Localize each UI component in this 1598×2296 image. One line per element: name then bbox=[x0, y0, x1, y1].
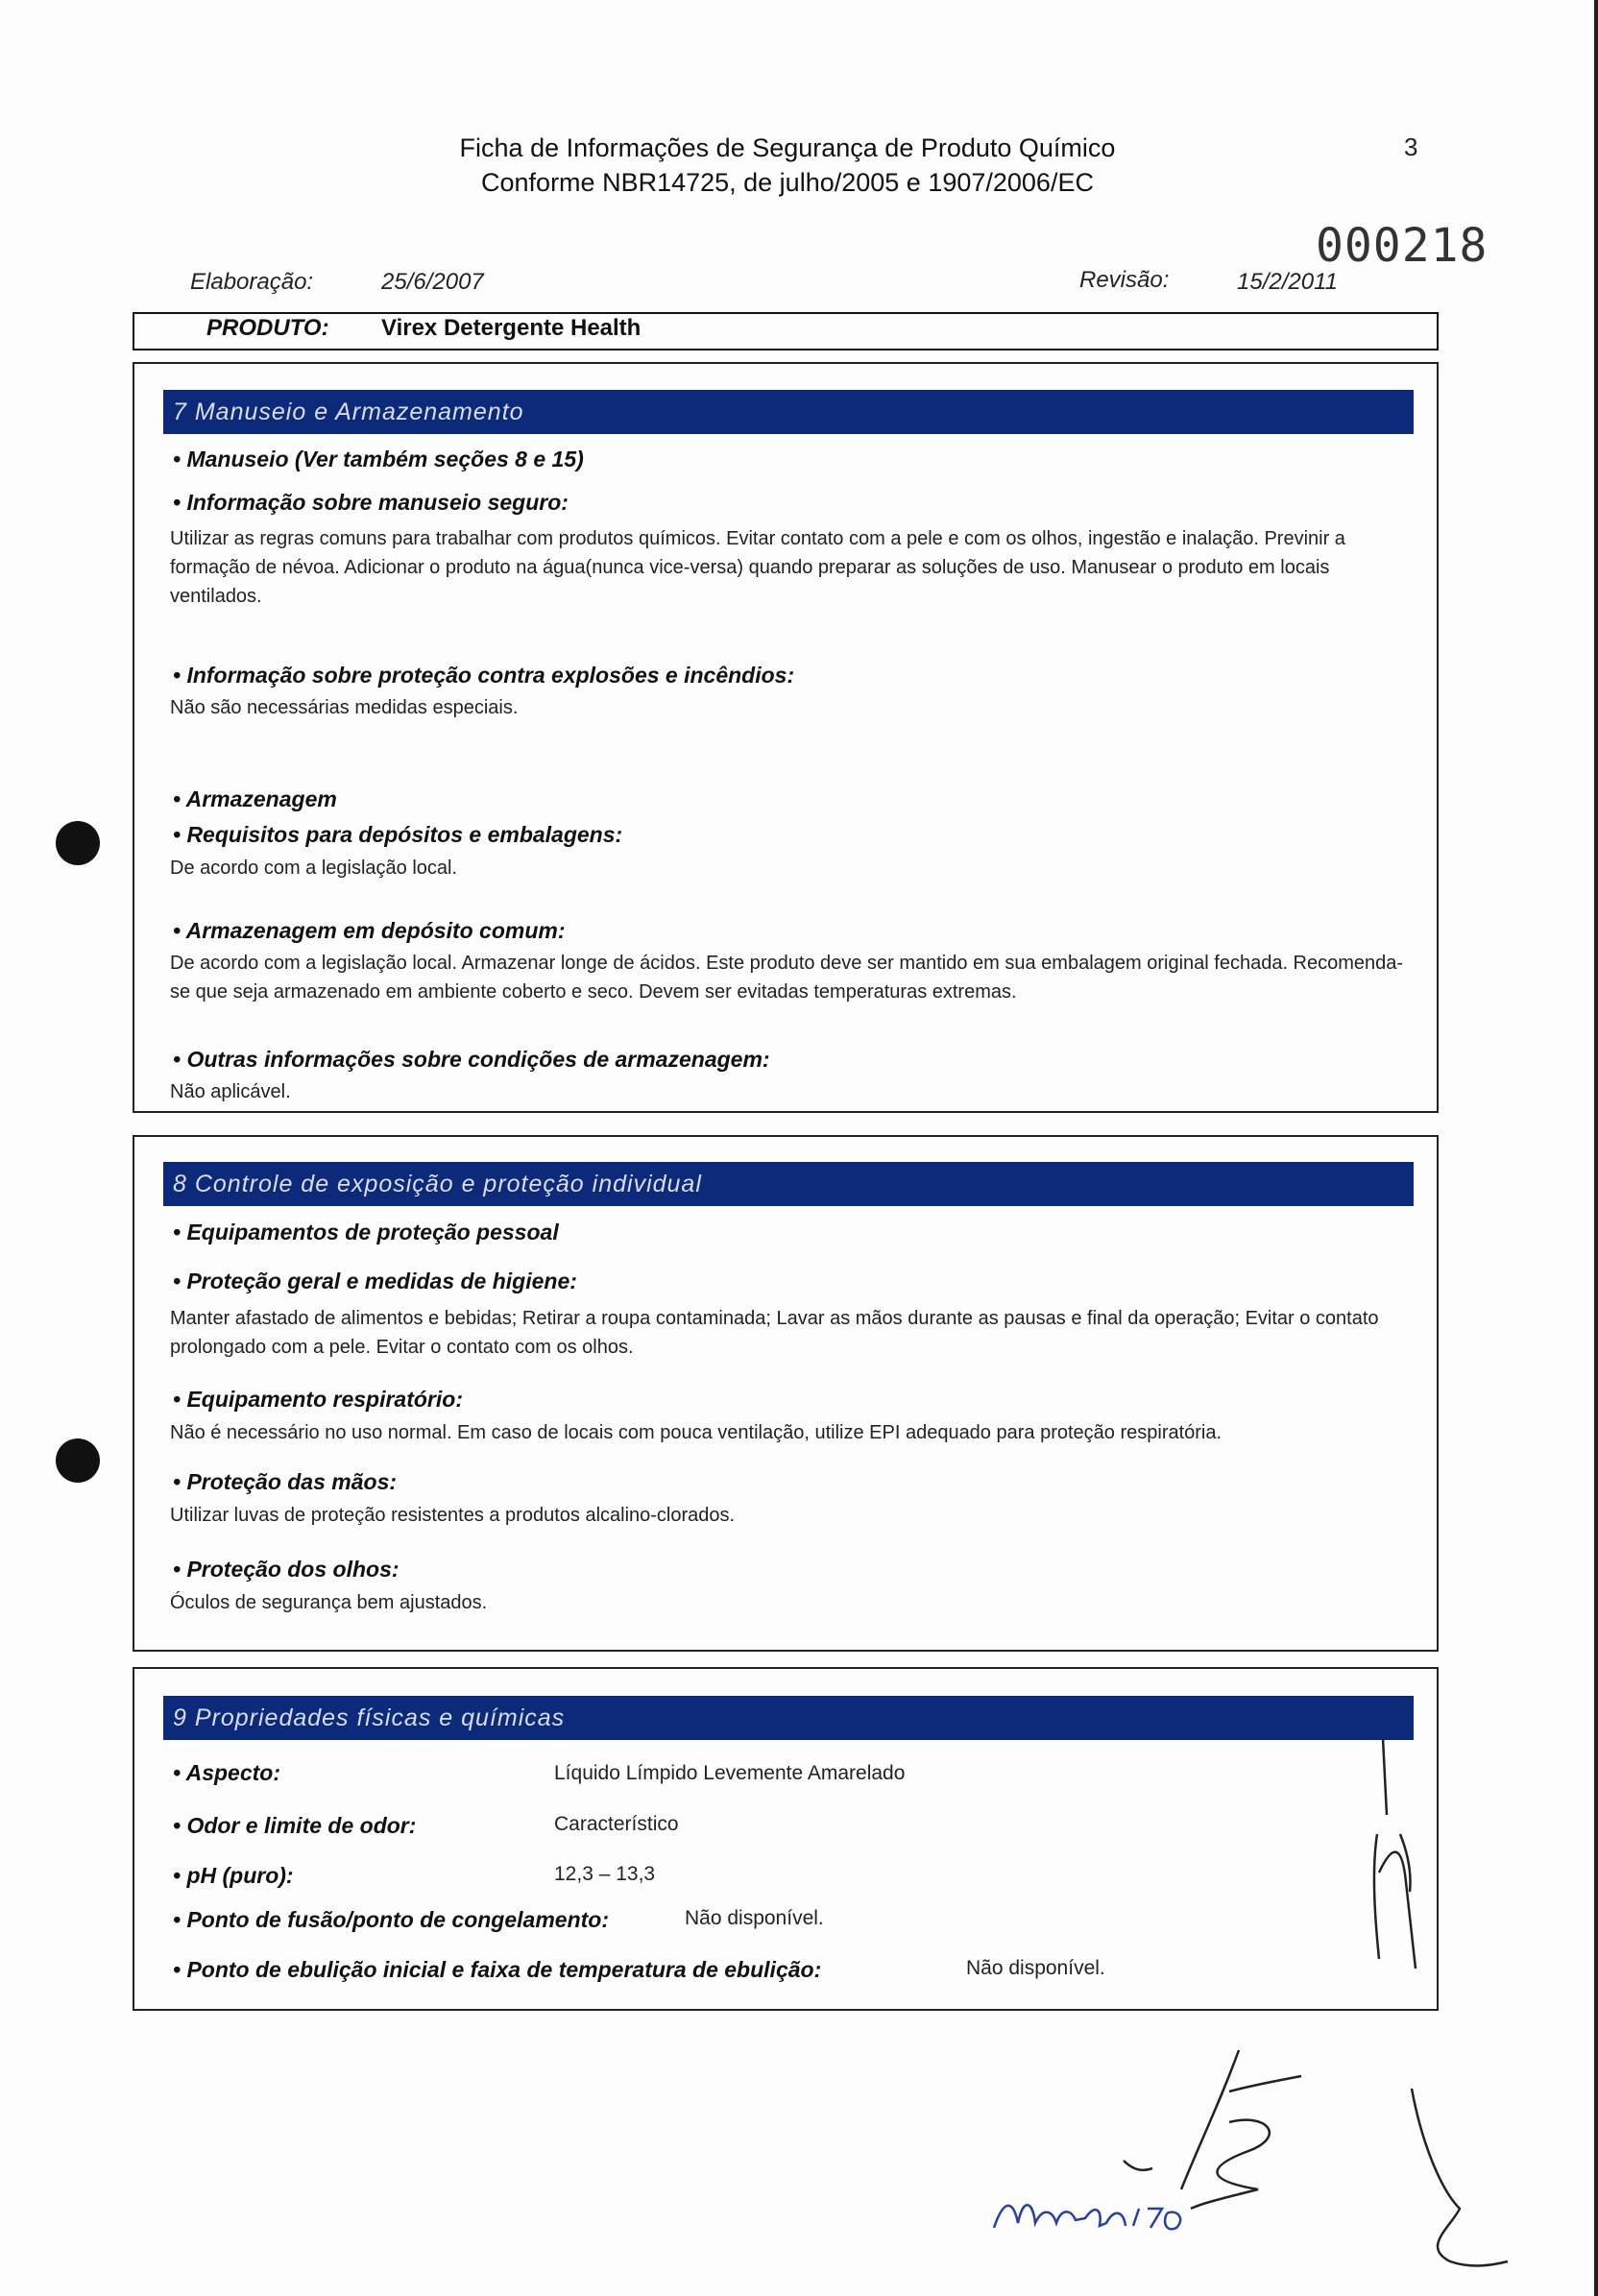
s8-respiratorio-heading: • Equipamento respiratório: bbox=[173, 1387, 463, 1412]
signature-2 bbox=[1402, 2084, 1517, 2276]
revisao-label: Revisão: bbox=[1079, 267, 1170, 293]
signature-marlon bbox=[989, 2180, 1191, 2247]
punch-hole-bottom bbox=[56, 1438, 100, 1483]
s7-explosoes-text: Não são necessárias medidas especiais. bbox=[170, 697, 519, 718]
s7-manuseio-seguro-text: Utilizar as regras comuns para trabalhar com produtos químicos. Evitar contato com a pele e com os olhos, ingestão e inalação. Previnir a formação de névoa. Adicionar o produto na água(nunca vice-versa) quando preparar as soluções de uso. Manusear o produto em locais ventilados. bbox=[170, 528, 1345, 607]
section-7-header: 7 Manuseio e Armazenamento bbox=[163, 390, 1414, 434]
s8-respiratorio-text: Não é necessário no uso normal. Em caso de locais com pouca ventilação, utilize EPI adequado para proteção respiratória. bbox=[170, 1422, 1223, 1443]
elaboracao-value: 25/6/2007 bbox=[381, 269, 484, 295]
s8-equipamentos-heading: • Equipamentos de proteção pessoal bbox=[173, 1220, 559, 1245]
s8-maos-text: Utilizar luvas de proteção resistentes a produtos alcalino-clorados. bbox=[170, 1505, 736, 1526]
s7-manuseio-heading: • Manuseio (Ver também seções 8 e 15) bbox=[173, 447, 584, 471]
section-8-header: 8 Controle de exposição e proteção individual bbox=[163, 1162, 1414, 1206]
punch-hole-top bbox=[56, 821, 100, 865]
s8-olhos-heading: • Proteção dos olhos: bbox=[173, 1557, 400, 1582]
prop-odor-label: • Odor e limite de odor: bbox=[173, 1813, 417, 1838]
prop-aspecto-label: • Aspecto: bbox=[173, 1760, 280, 1785]
s7-deposito-comum-heading: • Armazenagem em depósito comum: bbox=[173, 918, 566, 943]
s7-explosoes-heading: • Informação sobre proteção contra explosões e incêndios: bbox=[173, 663, 795, 688]
prop-ph-value: 12,3 – 13,3 bbox=[554, 1863, 656, 1885]
s7-requisitos-heading: • Requisitos para depósitos e embalagens: bbox=[173, 822, 623, 847]
s7-outras-heading: • Outras informações sobre condições de armazenagem: bbox=[173, 1047, 770, 1072]
section-8 bbox=[133, 1135, 1439, 1652]
prop-fusao-value: Não disponível. bbox=[685, 1907, 824, 1929]
s8-olhos-text: Óculos de segurança bem ajustados. bbox=[170, 1592, 488, 1613]
section-9-header: 9 Propriedades físicas e químicas bbox=[163, 1696, 1414, 1740]
s7-armazenagem-heading: • Armazenagem bbox=[173, 786, 337, 811]
prop-ebulicao-value: Não disponível. bbox=[966, 1957, 1105, 1979]
document-title: Ficha de Informações de Segurança de Produto Químico bbox=[459, 133, 1116, 162]
elaboracao-label: Elaboração: bbox=[190, 269, 314, 295]
s7-deposito-comum-text: De acordo com a legislação local. Armazenar longe de ácidos. Este produto deve ser mantido em sua embalagem original fechada. Recomenda-se que seja armazenado em ambiente coberto e seco. Devem ser evitadas temperaturas extremas. bbox=[170, 953, 1404, 1003]
prop-aspecto-value: Líquido Límpido Levemente Amarelado bbox=[554, 1762, 906, 1784]
product-name: Virex Detergente Health bbox=[381, 315, 642, 341]
s8-maos-heading: • Proteção das mãos: bbox=[173, 1469, 398, 1494]
prop-odor-value: Característico bbox=[554, 1813, 679, 1835]
s8-protecao-geral-text: Manter afastado de alimentos e bebidas; Retirar a roupa contaminada; Lavar as mãos durante as pausas e final da operação; Evitar o contato prolongado com a pele. Evitar o contato com os olhos. bbox=[170, 1308, 1379, 1358]
section-7 bbox=[133, 362, 1439, 1113]
product-label: PRODUTO: bbox=[206, 315, 329, 341]
handwritten-mark-margin bbox=[1354, 1728, 1431, 1978]
s7-manuseio-seguro-heading: • Informação sobre manuseio seguro: bbox=[173, 490, 569, 515]
page-number: 3 bbox=[1404, 133, 1418, 161]
document-subtitle: Conforme NBR14725, de julho/2005 e 1907/2006/EC bbox=[481, 168, 1094, 197]
prop-ph-label: • pH (puro): bbox=[173, 1863, 294, 1888]
prop-ebulicao-label: • Ponto de ebulição inicial e faixa de temperatura de ebulição: bbox=[173, 1957, 822, 1982]
page-edge bbox=[1594, 0, 1598, 2296]
revisao-value: 15/2/2011 bbox=[1237, 269, 1338, 295]
stamp-number: 000218 bbox=[1316, 219, 1489, 273]
s7-outras-text: Não aplicável. bbox=[170, 1081, 291, 1102]
s7-requisitos-text: De acordo com a legislação local. bbox=[170, 858, 458, 879]
s8-protecao-geral-heading: • Proteção geral e medidas de higiene: bbox=[173, 1269, 577, 1293]
prop-fusao-label: • Ponto de fusão/ponto de congelamento: bbox=[173, 1907, 609, 1932]
section-9 bbox=[133, 1667, 1439, 2011]
